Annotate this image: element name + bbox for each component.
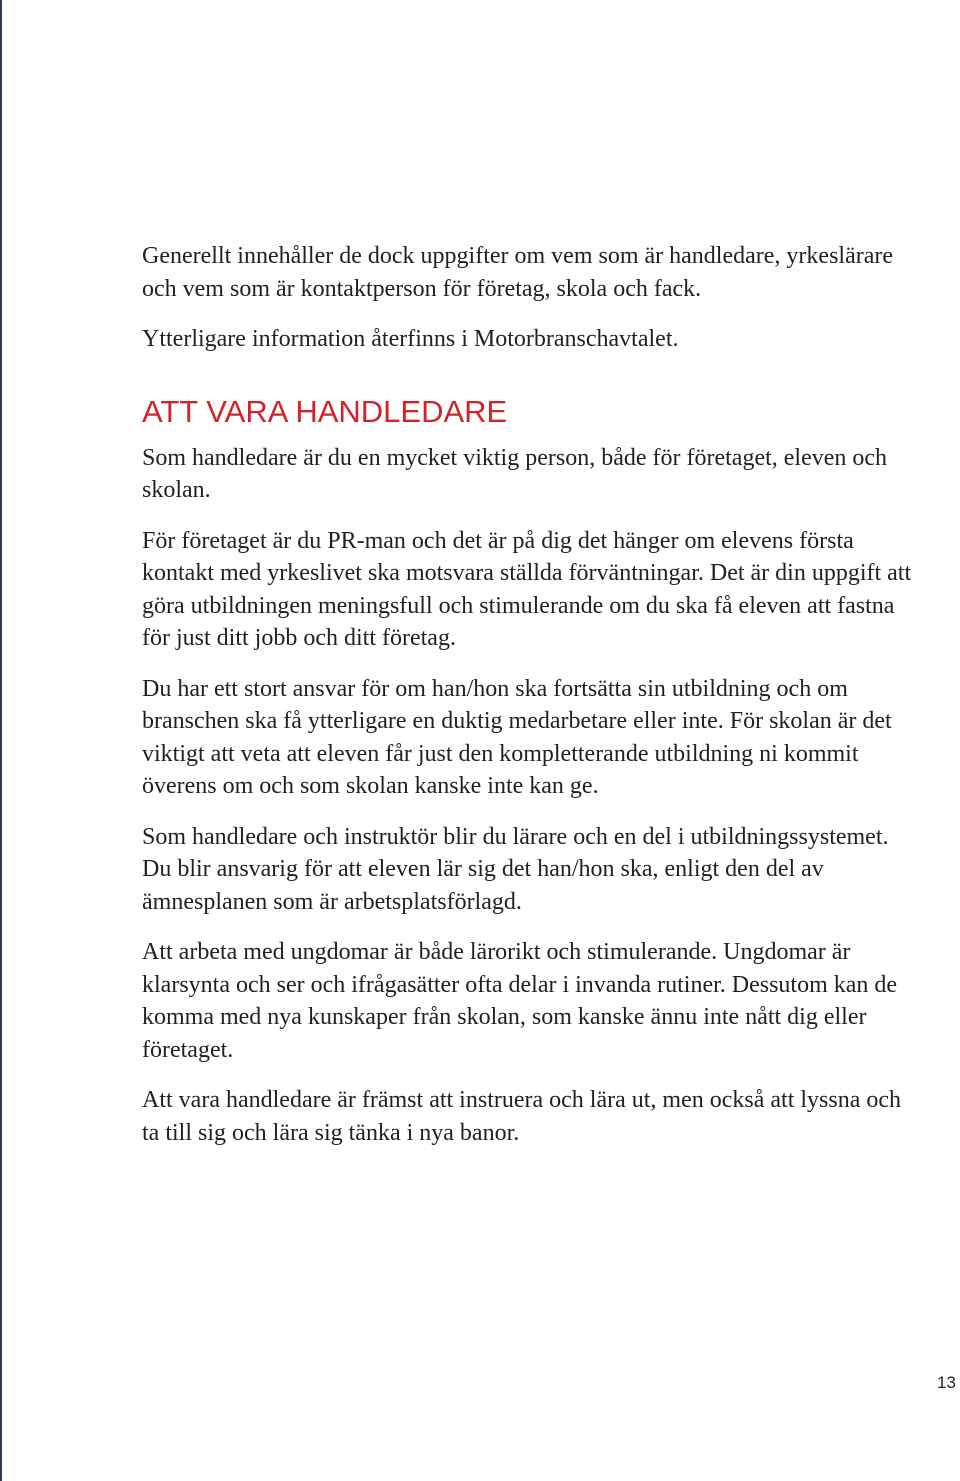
page-edge-line bbox=[0, 0, 2, 1481]
section-paragraph-3: Du har ett stort ansvar för om han/hon ska fortsätta sin utbildning och om branschen ska få ytterligare en duktig medarbetare eller inte. För skolan är det viktigt att veta att eleven får just den kompletterande utbildning ni kommit överens om och som skolan kanske inte kan ge. bbox=[142, 675, 892, 799]
body-text bbox=[142, 240, 922, 1167]
section-paragraph-4: Som handledare och instruktör blir du lärare och en del i utbildningssystemet. Du blir ansvarig för att eleven lär sig det han/hon ska, enligt den del av ämnesplanen som är arbetsplatsförlagd. bbox=[142, 823, 889, 915]
section-paragraph-6: Att vara handledare är främst att instruera och lära ut, men också att lyssna och ta till sig och lära sig tänka i nya banor. bbox=[142, 1087, 902, 1146]
section-paragraph-5: Att arbeta med ungdomar är både lärorikt och stimulerande. Ungdomar är klarsynta och ser och ifrågasätter ofta delar i invanda rutiner. Dessutom kan de komma med nya kunskaper från skolan, som kanske ännu inte nått dig eller företaget. bbox=[142, 939, 898, 1063]
section-heading: ATT VARA HANDLEDARE bbox=[142, 393, 508, 429]
page-number: 13 bbox=[937, 1373, 956, 1392]
section-paragraph-1: Som handledare är du en mycket viktig person, både för företaget, eleven och skolan. bbox=[142, 444, 888, 503]
intro-paragraph-2: Ytterligare information återfinns i Motorbranschavtalet. bbox=[142, 326, 679, 352]
intro-paragraph-1: Generellt innehåller de dock uppgifter om vem som är handledare, yrkeslärare och vem som är kontaktperson för företag, skola och fack. bbox=[142, 243, 894, 302]
section-paragraph-2: För företaget är du PR-man och det är på dig det hänger om elevens första kontakt med yrkeslivet ska motsvara ställda förväntningar. Det är din uppgift att göra utbildningen meningsfull och stimulerande om du ska få eleven att fastna för just ditt jobb och ditt företag. bbox=[142, 527, 912, 651]
